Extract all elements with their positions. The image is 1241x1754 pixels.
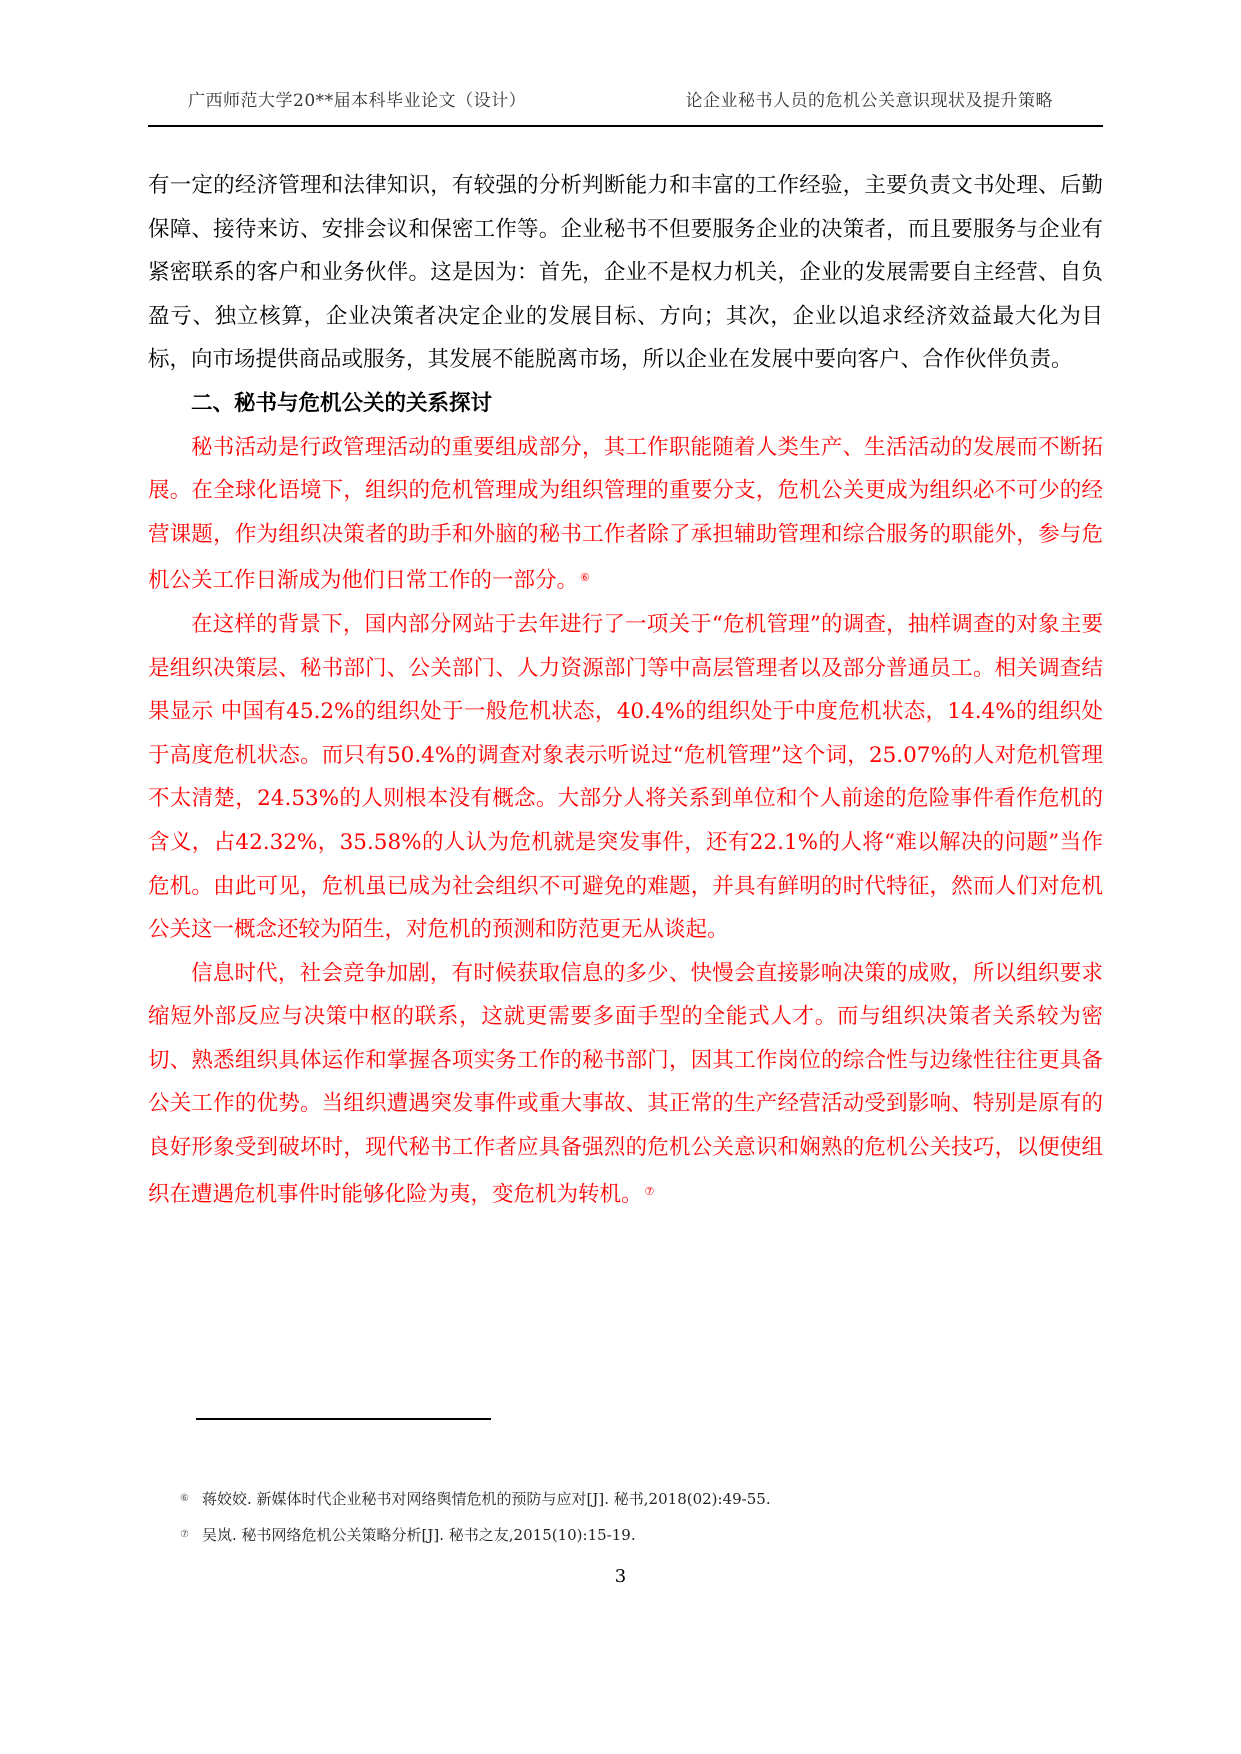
paragraph-survey: 在这样的背景下，国内部分网站于去年进行了一项关于“危机管理”的调查，抽样调查的对象主要是组织决策层、秘书部门、公关部门、人力资源部门等中高层管理者以及部分普通员工。相关调查结果显示 中国有45.2%的组织处于一般危机状态，40.4%的组织处于中度危机状态，14.4%的组织处于高度危机状态。而只有50.4%的调查对象表示听说过“危机管理”这个词，25.07%的人对危机管理不太清楚，24.53%的人则根本没有概念。大部分人将关系到单位和个人前途的危险事件看作危机的含义，占42.32%，35.58%的人认为危机就是突发事件，还有22.1%的人将“难以解决的问题”当作危机。由此可见，危机虽已成为社会组织不可避免的难题，并具有鲜明的时代特征，然而人们对危机公关这一概念还较为陌生，对危机的预测和防范更无从谈起。 [148, 611, 1103, 943]
footnote-ref-6[interactable]: ⑥ [580, 571, 590, 585]
footnote-item [180, 1488, 1080, 1524]
header-divider [148, 125, 1103, 127]
running-header [148, 86, 1103, 116]
section-heading: 二、秘书与危机公关的关系探讨 [191, 390, 493, 416]
paragraph-continued: 有一定的经济管理和法律知识，有较强的分析判断能力和丰富的工作经验，主要负责文书处理、后勤保障、接待来访、安排会议和保密工作等。企业秘书不但要服务企业的决策者，而且要服务与企业有紧密联系的客户和业务伙伴。这是因为：首先，企业不是权力机关，企业的发展需要自主经营、自负盈亏、独立核算，企业决策者决定企业的发展目标、方向；其次，企业以追求经济效益最大化为目标，向市场提供商品或服务，其发展不能脱离市场，所以企业在发展中要向客户、合作伙伴负责。 [148, 173, 1103, 373]
header-university-title: 广西师范大学20**届本科毕业论文（设计） [188, 91, 527, 111]
paragraph-information-age [148, 952, 1103, 1217]
paragraph-secretary-role-text: 秘书活动是行政管理活动的重要组成部分，其工作职能随着人类生产、生活活动的发展而不断拓展。在全球化语境下，组织的危机管理成为组织管理的重要分支，危机公关更成为组织必不可少的经营课题，作为组织决策者的助手和外脑的秘书工作者除了承担辅助管理和综合服务的职能外，参与危机公关工作日渐成为他们日常工作的一部分。 [148, 434, 1103, 594]
footnote-ref-7[interactable]: ⑦ [644, 1184, 655, 1198]
main-body [148, 164, 1103, 1216]
footnote-text: 蒋姣姣. 新媒体时代企业秘书对网络舆情危机的预防与应对[J]. 秘书,2018(02):49-55. [202, 1490, 771, 1508]
footnote-number: ⑥ [180, 1493, 189, 1504]
footnote-divider [196, 1418, 491, 1420]
paragraph-information-age-text: 信息时代，社会竞争加剧，有时候获取信息的多少、快慢会直接影响决策的成败，所以组织要求缩短外部反应与决策中枢的联系，这就更需要多面手型的全能式人才。而与组织决策者关系较为密切、熟悉组织具体运作和掌握各项实务工作的秘书部门，因其工作岗位的综合性与边缘性往往更具备公关工作的优势。当组织遭遇突发事件或重大事故、其正常的生产经营活动受到影响、特别是原有的良好形象受到破坏时，现代秘书工作者应具备强烈的危机公关意识和娴熟的危机公关技巧，以便使组织在遭遇危机事件时能够化险为夷，变危机为转机。 [148, 960, 1103, 1207]
footnote-number: ⑦ [180, 1529, 189, 1540]
footnotes [180, 1488, 1080, 1560]
footnote-item [180, 1524, 1080, 1560]
paragraph-secretary-role [148, 426, 1103, 603]
footnote-text: 吴岚. 秘书网络危机公关策略分析[J]. 秘书之友,2015(10):15-19. [202, 1526, 636, 1544]
header-thesis-title: 论企业秘书人员的危机公关意识现状及提升策略 [685, 91, 1053, 111]
page-number: 3 [614, 1566, 627, 1587]
